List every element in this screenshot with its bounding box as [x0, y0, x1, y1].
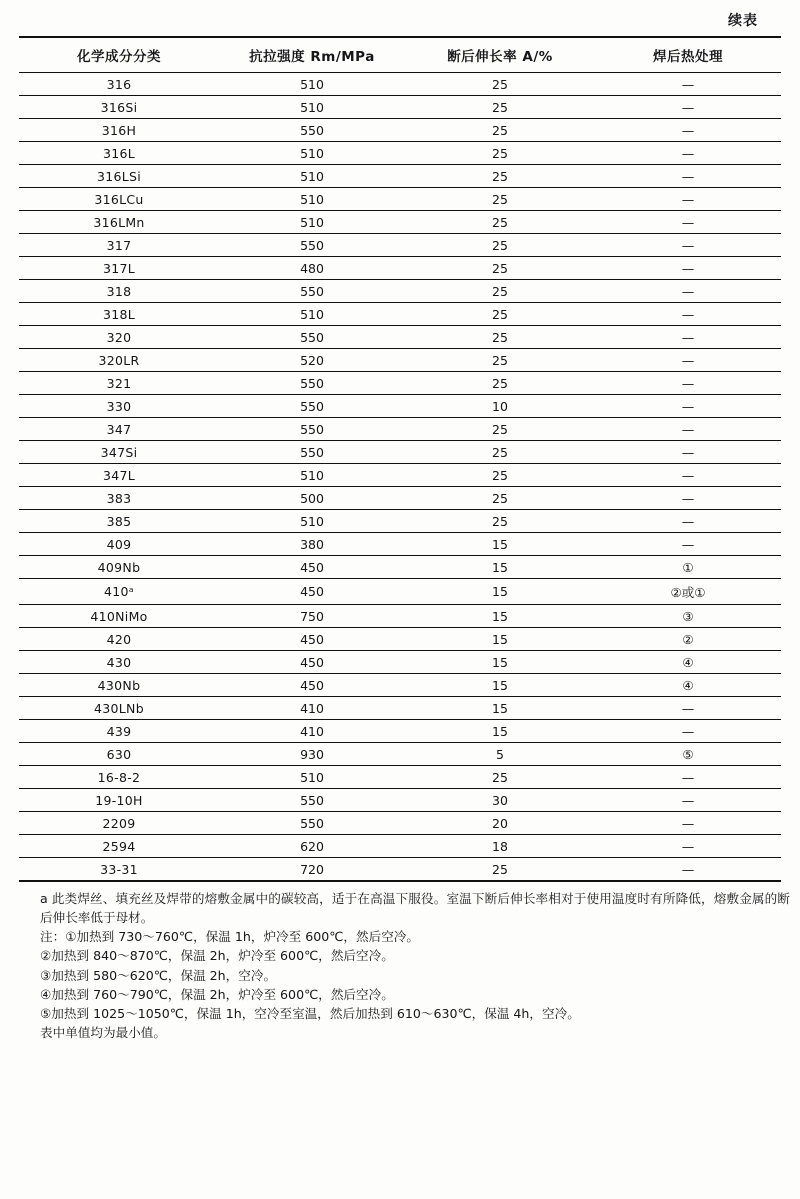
cell-elongation: 25	[405, 766, 595, 789]
cell-elongation: 15	[405, 533, 595, 556]
cell-composition: 430Nb	[19, 674, 219, 697]
cell-elongation: 25	[405, 234, 595, 257]
table-row	[19, 165, 781, 188]
cell-composition: 19-10H	[19, 789, 219, 812]
cell-pwht: ⑤	[595, 743, 781, 766]
note-5: ⑤加热到 1025～1050℃，保温 1h，空冷至室温，然后加热到 610～630℃，保温 4h，空冷。	[40, 1005, 580, 1021]
table-row	[19, 418, 781, 441]
cell-pwht: ④	[595, 651, 781, 674]
cell-pwht: —	[595, 418, 781, 441]
cell-elongation: 15	[405, 674, 595, 697]
cell-tensile-strength: 510	[219, 96, 405, 119]
cell-composition: 316L	[19, 142, 219, 165]
cell-tensile-strength: 450	[219, 628, 405, 651]
cell-pwht: —	[595, 487, 781, 510]
cell-composition: 385	[19, 510, 219, 533]
cell-composition: 33-31	[100, 861, 138, 877]
properties-table	[19, 36, 781, 882]
cell-pwht: ②	[595, 628, 781, 651]
cell-pwht: —	[595, 395, 781, 418]
cell-tensile-strength: 450	[219, 651, 405, 674]
cell-tensile-strength: 510	[219, 766, 405, 789]
cell-pwht: —	[595, 464, 781, 487]
cell-pwht: —	[595, 835, 781, 858]
cell-tensile-strength: 930	[219, 743, 405, 766]
cell-composition: 2209	[19, 812, 219, 835]
cell-composition: 347L	[19, 464, 219, 487]
table-row	[19, 372, 781, 395]
cell-pwht: —	[595, 280, 781, 303]
cell-elongation: 25	[405, 418, 595, 441]
cell-composition: 439	[19, 720, 219, 743]
cell-elongation: 30	[405, 789, 595, 812]
cell-tensile-strength: 550	[219, 280, 405, 303]
cell-composition: 630	[19, 743, 219, 766]
cell-tensile-strength: 550	[219, 326, 405, 349]
table-row	[19, 533, 781, 556]
column-header-tensile-strength: 抗拉强度 Rm/MPa	[219, 37, 405, 73]
cell-pwht: —	[681, 861, 695, 877]
cell-pwht: —	[595, 165, 781, 188]
table-row	[19, 743, 781, 766]
cell-composition: 318	[19, 280, 219, 303]
table-row	[19, 835, 781, 858]
table-row	[19, 303, 781, 326]
cell-composition: 430LNb	[19, 697, 219, 720]
cell-elongation: 25	[405, 188, 595, 211]
note-2: ②加热到 840～870℃，保温 2h，炉冷至 600℃，然后空冷。	[40, 948, 394, 964]
cell-elongation: 25	[405, 441, 595, 464]
table-row	[19, 441, 781, 464]
cell-elongation: 25	[405, 119, 595, 142]
table-row	[19, 119, 781, 142]
table-row	[19, 812, 781, 835]
cell-composition: 316Si	[19, 96, 219, 119]
cell-tensile-strength: 510	[219, 165, 405, 188]
cell-pwht: —	[595, 96, 781, 119]
cell-pwht: —	[595, 211, 781, 234]
table-row	[19, 651, 781, 674]
cell-elongation: 10	[405, 395, 595, 418]
cell-tensile-strength: 510	[219, 142, 405, 165]
cell-composition: 316H	[19, 119, 219, 142]
cell-pwht: —	[595, 119, 781, 142]
cell-pwht: —	[595, 349, 781, 372]
cell-tensile-strength: 410	[219, 697, 405, 720]
table-row	[19, 464, 781, 487]
cell-tensile-strength: 550	[219, 372, 405, 395]
cell-elongation: 25	[405, 487, 595, 510]
cell-tensile-strength: 720	[300, 861, 324, 877]
cell-elongation: 25	[492, 861, 508, 877]
table-body	[19, 73, 781, 882]
cell-pwht: —	[595, 326, 781, 349]
cell-tensile-strength: 550	[219, 234, 405, 257]
cell-elongation: 25	[405, 257, 595, 280]
cell-composition: 347Si	[19, 441, 219, 464]
cell-composition: 409	[19, 533, 219, 556]
table-row	[19, 395, 781, 418]
note-6: 表中单值均为最小值。	[40, 1024, 166, 1040]
cell-composition: 420	[19, 628, 219, 651]
cell-elongation: 15	[405, 651, 595, 674]
cell-tensile-strength: 510	[219, 73, 405, 96]
cell-composition: 320	[19, 326, 219, 349]
table-row	[19, 579, 781, 605]
cell-composition: 347	[19, 418, 219, 441]
cell-pwht: —	[595, 720, 781, 743]
cell-pwht: ③	[595, 605, 781, 628]
cell-composition: 316LMn	[19, 211, 219, 234]
table-row	[19, 789, 781, 812]
cell-composition: 317	[19, 234, 219, 257]
cell-composition: 16-8-2	[19, 766, 219, 789]
table-row	[19, 605, 781, 628]
cell-elongation: 15	[405, 556, 595, 579]
cell-tensile-strength: 550	[219, 789, 405, 812]
table-row	[19, 556, 781, 579]
cell-pwht: —	[595, 789, 781, 812]
cell-composition: 410NiMo	[19, 605, 219, 628]
cell-elongation: 25	[405, 326, 595, 349]
table-row	[19, 858, 781, 882]
table-row	[19, 349, 781, 372]
cell-elongation: 25	[405, 464, 595, 487]
cell-tensile-strength: 380	[219, 533, 405, 556]
cell-elongation: 25	[405, 73, 595, 96]
cell-composition: 320LR	[19, 349, 219, 372]
cell-elongation: 15	[405, 605, 595, 628]
cell-elongation: 18	[405, 835, 595, 858]
column-header-pwht: 焊后热处理	[595, 37, 781, 73]
cell-pwht: —	[595, 697, 781, 720]
cell-pwht: —	[595, 188, 781, 211]
table-row	[19, 234, 781, 257]
cell-elongation: 25	[405, 142, 595, 165]
cell-tensile-strength: 550	[219, 395, 405, 418]
table-row	[19, 697, 781, 720]
cell-tensile-strength: 510	[219, 211, 405, 234]
cell-tensile-strength: 520	[219, 349, 405, 372]
table-row	[19, 73, 781, 96]
table-row	[19, 674, 781, 697]
cell-elongation: 25	[405, 349, 595, 372]
cell-composition: 316LCu	[19, 188, 219, 211]
table-row	[19, 326, 781, 349]
cell-composition: 383	[19, 487, 219, 510]
table-row	[19, 487, 781, 510]
cell-elongation: 25	[405, 280, 595, 303]
cell-pwht: ④	[595, 674, 781, 697]
cell-tensile-strength: 450	[219, 674, 405, 697]
table-row	[19, 280, 781, 303]
cell-elongation: 25	[405, 303, 595, 326]
note-3: ③加热到 580～620℃，保温 2h，空冷。	[40, 967, 277, 983]
cell-composition: 409Nb	[19, 556, 219, 579]
cell-elongation: 20	[405, 812, 595, 835]
table-row	[19, 211, 781, 234]
table-row	[19, 96, 781, 119]
continued-table-label: 续表	[728, 13, 758, 29]
cell-pwht: —	[595, 73, 781, 96]
table-row	[19, 720, 781, 743]
cell-tensile-strength: 510	[219, 188, 405, 211]
cell-tensile-strength: 450	[219, 579, 405, 605]
cell-elongation: 25	[405, 211, 595, 234]
cell-composition: 330	[19, 395, 219, 418]
table-row	[19, 142, 781, 165]
cell-composition: 318L	[19, 303, 219, 326]
cell-tensile-strength: 550	[219, 119, 405, 142]
cell-composition: 316LSi	[19, 165, 219, 188]
cell-elongation: 15	[405, 697, 595, 720]
column-header-elongation: 断后伸长率 A/%	[405, 37, 595, 73]
cell-pwht: —	[595, 257, 781, 280]
cell-pwht: —	[595, 234, 781, 257]
cell-elongation: 25	[405, 372, 595, 395]
cell-elongation: 25	[405, 510, 595, 533]
table-row	[19, 766, 781, 789]
cell-composition: 2594	[19, 835, 219, 858]
cell-tensile-strength: 510	[219, 464, 405, 487]
cell-elongation: 15	[405, 720, 595, 743]
table-row	[19, 188, 781, 211]
cell-pwht: —	[595, 303, 781, 326]
table-header-row	[19, 37, 781, 73]
cell-tensile-strength: 510	[219, 303, 405, 326]
cell-composition: 316	[19, 73, 219, 96]
cell-composition: 430	[19, 651, 219, 674]
cell-tensile-strength: 500	[219, 487, 405, 510]
footnote-a: a 此类焊丝、填充丝及焊带的熔敷金属中的碳较高，适于在高温下服役。室温下断后伸长率相对于使用温度时有所降低，熔敷金属的断后伸长率低于母材。	[40, 891, 790, 926]
notes-block	[18, 889, 790, 1042]
cell-pwht: —	[595, 766, 781, 789]
cell-elongation: 25	[405, 165, 595, 188]
cell-pwht: —	[595, 533, 781, 556]
cell-tensile-strength: 750	[219, 605, 405, 628]
column-header-composition: 化学成分分类	[19, 37, 219, 73]
cell-elongation: 15	[405, 579, 595, 605]
cell-tensile-strength: 410	[219, 720, 405, 743]
cell-pwht: —	[595, 142, 781, 165]
table-row	[19, 257, 781, 280]
note-1: 注：①加热到 730～760℃，保温 1h，炉冷至 600℃，然后空冷。	[40, 929, 419, 945]
cell-composition: 317L	[19, 257, 219, 280]
cell-tensile-strength: 550	[219, 441, 405, 464]
cell-tensile-strength: 450	[219, 556, 405, 579]
cell-composition: 410ᵃ	[19, 579, 219, 605]
cell-pwht: —	[595, 441, 781, 464]
cell-tensile-strength: 550	[219, 812, 405, 835]
cell-pwht: ①	[595, 556, 781, 579]
table-row	[19, 628, 781, 651]
cell-composition: 321	[19, 372, 219, 395]
cell-elongation: 25	[405, 96, 595, 119]
cell-tensile-strength: 510	[219, 510, 405, 533]
cell-pwht: ②或①	[595, 579, 781, 605]
cell-elongation: 15	[405, 628, 595, 651]
cell-elongation: 5	[405, 743, 595, 766]
cell-pwht: —	[595, 510, 781, 533]
cell-pwht: —	[595, 372, 781, 395]
cell-pwht: —	[595, 812, 781, 835]
table-row	[19, 510, 781, 533]
cell-tensile-strength: 480	[219, 257, 405, 280]
note-4: ④加热到 760～790℃，保温 2h，炉冷至 600℃，然后空冷。	[40, 986, 394, 1002]
cell-tensile-strength: 550	[219, 418, 405, 441]
cell-tensile-strength: 620	[219, 835, 405, 858]
